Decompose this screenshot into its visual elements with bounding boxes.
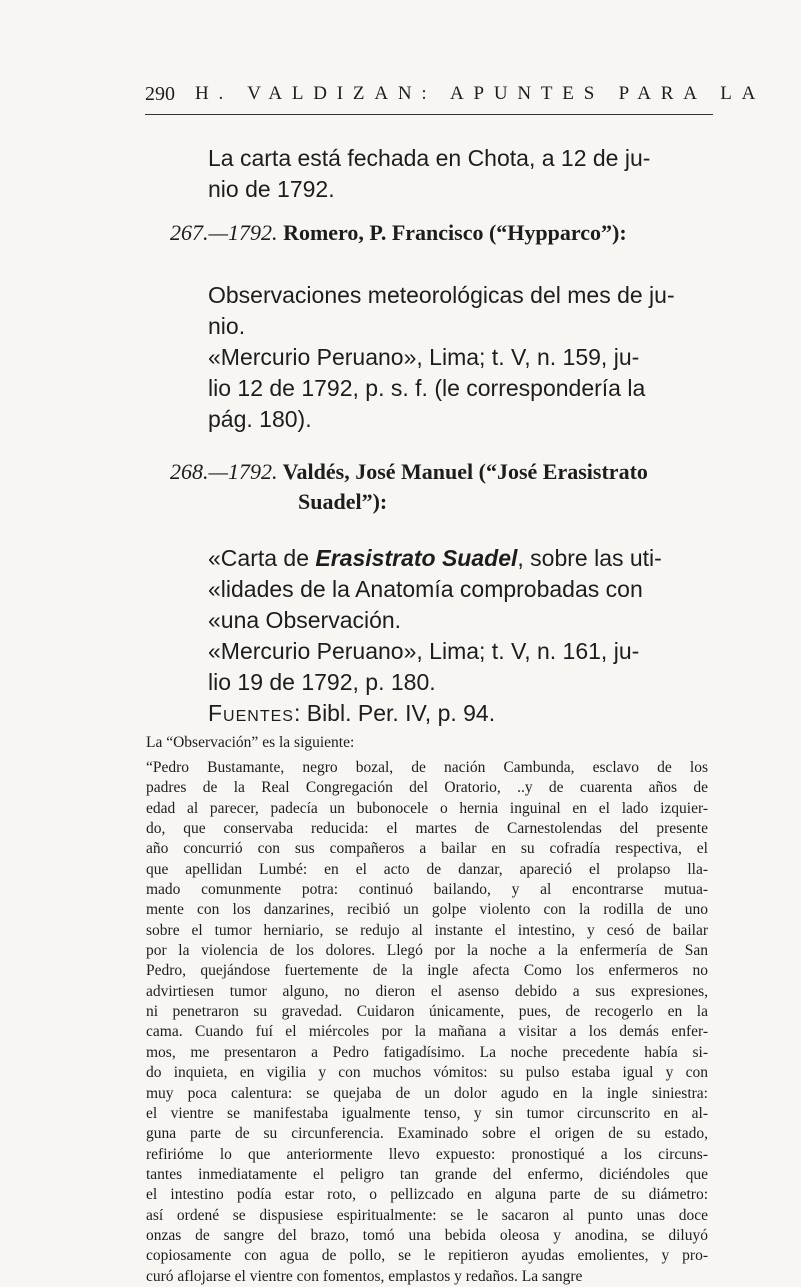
text-line: pág. 180). <box>208 406 312 432</box>
text-segment: , sobre las uti- <box>517 545 662 571</box>
sources-text: : Bibl. Per. IV, p. 94. <box>293 700 496 726</box>
text-line: nio de 1792. <box>208 176 335 202</box>
text-line: onzas de sangre del brazo, tomó una bebida oleosa y anodina, se diluyó <box>146 1226 708 1244</box>
text-line: lio 12 de 1792, p. s. f. (le correspondería la <box>208 375 646 401</box>
text-line: tantes inmediatamente el peligro tan grande del enfermo, diciéndoles que <box>146 1165 708 1183</box>
page-number: 290 <box>145 83 175 105</box>
observation-text <box>146 758 708 1287</box>
entry-author: Valdés, José Manuel (“José Erasistrato <box>282 459 648 484</box>
text-line: así ordené se dispusiese espiritualmente: se le sacaron al punto unas doce <box>146 1206 708 1224</box>
text-line: mente con los danzarines, recibió un golpe violento con la rodilla de uno <box>146 901 708 919</box>
text-line: lio 19 de 1792, p. 180. <box>208 669 436 695</box>
text-line: refirióme lo que anteriormente llevo expuesto: pronostiqué a los circuns- <box>146 1145 708 1163</box>
text-line: por la violencia de los dolores. Llegó por la noche a la enfermería de San <box>146 942 708 960</box>
entry-author-cont: Suadel”): <box>298 489 388 514</box>
entry-author: Romero, P. Francisco (“Hypparco”): <box>283 220 627 245</box>
text-line: «Mercurio Peruano», Lima; t. V, n. 159, ju- <box>208 344 640 370</box>
sources-line <box>208 698 718 729</box>
text-line: el intestino podía estar roto, o pellizcado en alguna parte de su diámetro: <box>146 1186 708 1204</box>
text-line: do, que conservaba reducida: el martes de Carnestolendas del presente <box>146 820 708 838</box>
entry-268-body <box>208 543 718 729</box>
text-segment: «Carta de <box>208 545 316 571</box>
text-line: “Pedro Bustamante, negro bozal, de nación Cambunda, esclavo de los <box>146 759 708 776</box>
text-line: mado comunmente potra: continuó bailando, y al encontrarse mutua- <box>146 881 708 899</box>
text-line: curó aflojarse el vientre con fomentos, emplastos y redaños. La sangre <box>146 1267 583 1285</box>
text-line: ni penetraron su gravedad. Cuidaron únicamente, pues, de recogerlo en la <box>146 1003 708 1021</box>
entry-267-heading <box>170 218 730 248</box>
sources-label: Fuentes <box>208 700 294 726</box>
text-line: La carta está fechada en Chota, a 12 de ju- <box>208 145 651 171</box>
text-line: año concurrió con sus compañeros a bailar en su cofradía respectiva, el <box>146 840 708 858</box>
text-line: nio. <box>208 313 246 339</box>
text-line: Pedro, quejándose fuertemente de la ingle afecta Como los enfermeros no <box>146 962 708 980</box>
text-line: padres de la Real Congregación del Oratorio, ..y de cuarenta años de <box>146 779 708 797</box>
text-line: Observaciones meteorológicas del mes de ju- <box>208 282 675 308</box>
entry-number-year: 268.—1792. <box>170 459 278 484</box>
entry-number-year: 267.—1792. <box>170 220 278 245</box>
observation-intro: La “Observación” es la siguiente: <box>146 734 355 751</box>
text-line: que apellidan Lumbé: en el acto de danzar, apareció el prolapso lla- <box>146 860 708 878</box>
text-line: cama. Cuando fuí el miércoles por la mañana a visitar a los demás enfer- <box>146 1023 708 1041</box>
text-line: «lidades de la Anatomía comprobadas con <box>208 576 643 602</box>
text-line: guna parte de su circunferencia. Examinado sobre el origen de su estado, <box>146 1125 708 1143</box>
text-line: mos, me presentaron a Pedro fatigadísimo. La noche precedente había si- <box>146 1043 708 1061</box>
block-letter-date <box>208 143 718 205</box>
text-line: sobre el tumor herniario, se redujo al instante el intestino, y cesó de bailar <box>146 921 708 939</box>
entry-267-body <box>208 280 713 435</box>
header-rule <box>145 114 713 115</box>
text-line: copiosamente con agua de pollo, se le repitieron ayudas emolientes, y pro- <box>146 1247 708 1265</box>
text-line: «Mercurio Peruano», Lima; t. V, n. 161, ju- <box>208 638 640 664</box>
running-header <box>145 83 766 113</box>
text-line: do inquieta, en vigilia y con muchos vómitos: su pulso estaba igual y con <box>146 1064 708 1082</box>
italic-title: Erasistrato Suadel <box>315 545 518 571</box>
text-line: muy poca calentura: se quejaba de un dolor agudo en la ingle siniestra: <box>146 1084 708 1102</box>
text-line: advirtiesen tumor alguno, no dieron el asenso debido a sus expresiones, <box>146 982 708 1000</box>
text-line: el vientre se manifestaba igualmente tenso, y sin tumor circunscrito en al- <box>146 1104 708 1122</box>
entry-268-heading <box>170 457 730 517</box>
text-line: edad al parecer, padecía un bubonocele o hernia inguinal en el lado izquier- <box>146 799 708 817</box>
running-title: H. VALDIZAN: APUNTES PARA LA <box>195 83 766 104</box>
text-line: «una Observación. <box>208 607 402 633</box>
text-line <box>208 543 718 574</box>
